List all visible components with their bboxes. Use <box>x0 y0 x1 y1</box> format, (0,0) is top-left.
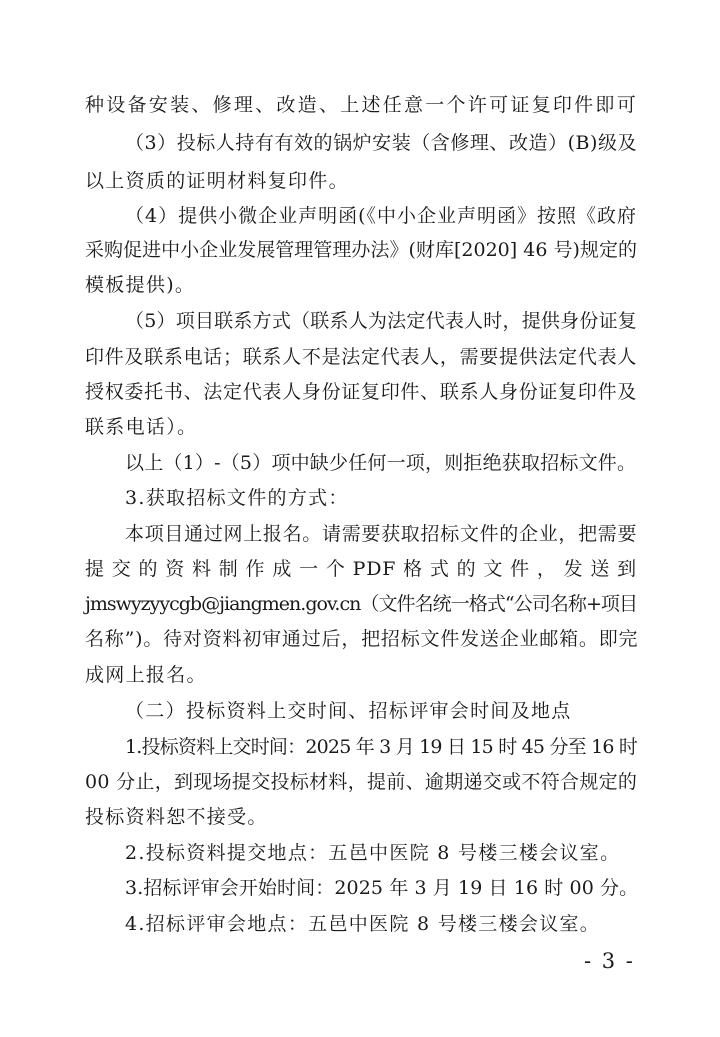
section-heading: （二）投标资料上交时间、招标评审会时间及地点 <box>125 700 572 722</box>
section-heading: 3.获取招标文件的方式： <box>125 487 349 509</box>
text-line: 印件及联系电话；联系人不是法定代表人，需要提供法定代表人 <box>85 346 637 368</box>
text-line: 授权委托书、法定代表人身份证复印件、联系人身份证复印件及 <box>85 381 637 403</box>
text-line: 以上资质的证明材料复印件。 <box>85 170 349 192</box>
text-line: （5）项目联系方式（联系人为法定代表人时，提供身份证复 <box>125 310 637 332</box>
text-line: 以上（1）-（5）项中缺少任何一项，则拒绝获取招标文件。 <box>125 452 637 474</box>
text-line: 名称”)。待对资料初审通过后，把招标文件发送企业邮箱。即完 <box>85 628 639 650</box>
text-line: 2.投标资料提交地点：五邑中医院 8 号楼三楼会议室。 <box>125 842 621 864</box>
text-line: 3.招标评审会开始时间：2025 年 3 月 19 日 16 时 00 分。 <box>125 877 639 899</box>
text-line: 联系电话）。 <box>85 416 198 438</box>
text-line: 00 分止，到现场提交投标材料，提前、逾期递交或不符合规定的 <box>85 771 638 793</box>
text-line: 1.投标资料上交时间：2025 年 3 月 19 日 15 时 45 分至 16 时 <box>125 736 638 758</box>
text-line: 4.招标评审会地点：五邑中医院 8 号楼三楼会议室。 <box>125 913 601 935</box>
text-line: 模板提供)。 <box>85 274 196 296</box>
text-line: 成网上报名。 <box>85 664 207 686</box>
page-number: - 3 - <box>584 949 635 973</box>
email-text-line: jmswyzyycgb@jiangmen.gov.cn（文件名统一格式“公司名称+项目 <box>85 593 637 615</box>
text-line: （4）提供小微企业声明函(《中小企业声明函》按照《政府 <box>125 205 638 227</box>
text-line: 种设备安装、修理、改造、上述任意一个许可证复印件即可 <box>85 94 637 116</box>
text-line: （3）投标人持有有效的锅炉安装（含修理、改造）(B)级及 <box>125 132 637 154</box>
text-line: 投标资料恕不接受。 <box>85 806 268 828</box>
text-line: 采购促进中小企业发展管理管理办法》(财库[2020] 46 号)规定的 <box>85 239 637 261</box>
text-line: 提 交 的 资 料 制 作 成 一 个 PDF 格 式 的 文 件 ， 发 送 到 <box>85 558 637 580</box>
text-line: 本项目通过网上报名。请需要获取招标文件的企业，把需要 <box>125 523 638 545</box>
